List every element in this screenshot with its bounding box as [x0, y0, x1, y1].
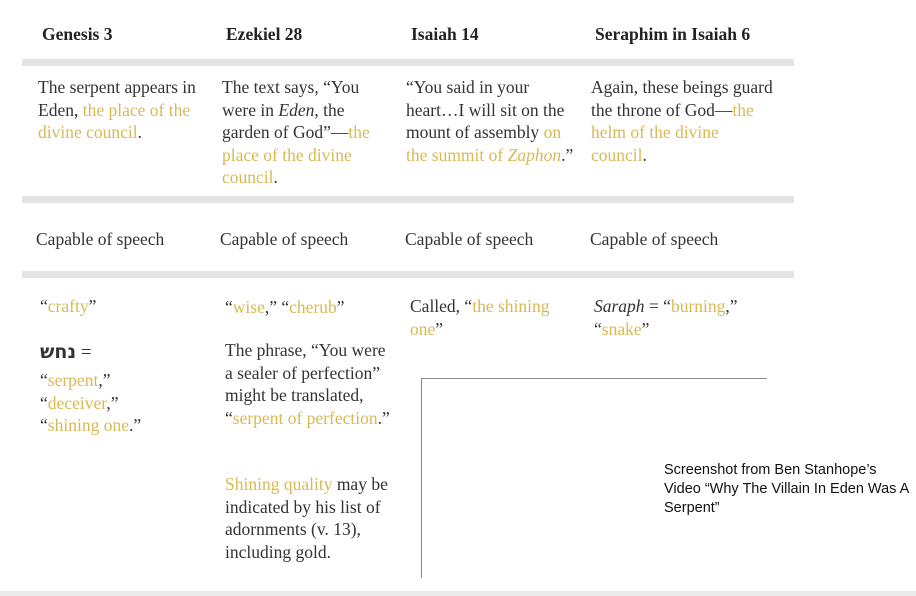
cell-seraphim-saraph: [594, 295, 769, 340]
text: The text says, “You were in: [222, 77, 360, 120]
row-divider-3: [22, 271, 794, 278]
highlight: deceiver: [47, 392, 107, 413]
header-isaiah-14: Isaiah 14: [411, 24, 479, 44]
highlight: shining one: [47, 415, 129, 435]
highlight: on the summit of: [406, 122, 562, 165]
highlight: the place of the divine council: [222, 122, 370, 187]
text: “: [40, 415, 48, 435]
cell-isaiah-setting: [406, 76, 576, 166]
text: ,”: [98, 370, 111, 390]
highlight: Shining quality: [225, 474, 333, 494]
cell-genesis-hebrew: [40, 341, 92, 365]
cell-seraphim-speech: Capable of speech: [590, 229, 719, 249]
text: “: [40, 370, 48, 390]
text: The serpent appears in Eden,: [38, 77, 196, 120]
cell-ezekiel-shining: [225, 473, 390, 563]
text: = “: [644, 296, 671, 316]
highlight: snake: [601, 318, 642, 339]
cell-isaiah-speech: Capable of speech: [405, 229, 534, 249]
text: , the garden of God”—: [222, 99, 349, 142]
highlight: serpent of perfection: [232, 407, 378, 428]
screenshot-caption: Screenshot from Ben Stanhope’s Video “Why The Villain In Eden Was A Serpent”: [664, 462, 909, 516]
frame-top-rule: [421, 378, 767, 379]
header-genesis-3: Genesis 3: [42, 24, 113, 44]
text: ”: [641, 318, 650, 339]
cell-ezekiel-speech: Capable of speech: [220, 229, 349, 249]
meaning-line: [40, 392, 200, 415]
cell-genesis-speech: Capable of speech: [36, 229, 165, 249]
cell-genesis-setting: [38, 76, 210, 144]
text: ,” “: [264, 297, 290, 317]
meaning-line: [40, 414, 200, 437]
text: .”: [128, 415, 142, 435]
header-seraphim-isaiah-6: Seraphim in Isaiah 6: [595, 24, 751, 44]
text: =: [76, 342, 92, 363]
text: may be indicated by his list of adornments (v. 13), including gold.: [225, 474, 388, 562]
text: .: [642, 144, 647, 165]
bottom-border: [0, 591, 916, 596]
text: .”: [561, 144, 574, 165]
cell-isaiah-shining-one: [410, 295, 582, 340]
cell-genesis-meanings: [40, 369, 200, 437]
text: “: [225, 297, 233, 317]
cell-genesis-crafty: [40, 295, 96, 318]
italic-text: Saraph: [594, 296, 645, 316]
frame-left-rule: [421, 378, 422, 578]
text: ”: [435, 318, 444, 339]
italic-text: Eden: [278, 99, 315, 120]
meaning-line: [40, 369, 200, 392]
text: “You said in your heart…I will sit on the mount of assembly: [406, 77, 565, 142]
text: Called, “: [410, 296, 473, 316]
cell-ezekiel-setting: [222, 76, 388, 189]
highlight-italic: Zaphon: [507, 144, 562, 165]
header-ezekiel-28: Ezekiel 28: [226, 24, 303, 44]
cell-seraphim-setting: [591, 76, 776, 166]
highlight: the place of the divine council: [38, 99, 191, 142]
highlight: the helm of the divine council: [591, 99, 754, 165]
highlight: burning: [670, 296, 726, 316]
hebrew-word: נחש: [40, 341, 77, 363]
text: .: [137, 122, 143, 142]
text: ”: [88, 296, 97, 316]
text: Again, these beings guard the throne of God—: [591, 77, 773, 120]
text: ,”: [106, 392, 119, 413]
text: “: [40, 392, 48, 413]
text: The phrase, “You were a sealer of perfection” might be translated, “: [225, 340, 386, 428]
text: .: [273, 167, 278, 187]
highlight: crafty: [47, 296, 89, 316]
text: .”: [377, 407, 390, 428]
text: ”: [336, 297, 345, 317]
row-divider-1: [22, 59, 794, 66]
text: “: [40, 296, 48, 316]
highlight: serpent: [47, 370, 99, 390]
highlight: cherub: [289, 297, 337, 317]
row-divider-2: [22, 196, 794, 203]
highlight: the shining one: [410, 296, 550, 339]
cell-ezekiel-wise-cherub: [225, 296, 345, 319]
highlight: wise: [232, 297, 265, 317]
cell-ezekiel-phrase: [225, 339, 395, 429]
text: ,” “: [594, 296, 738, 339]
